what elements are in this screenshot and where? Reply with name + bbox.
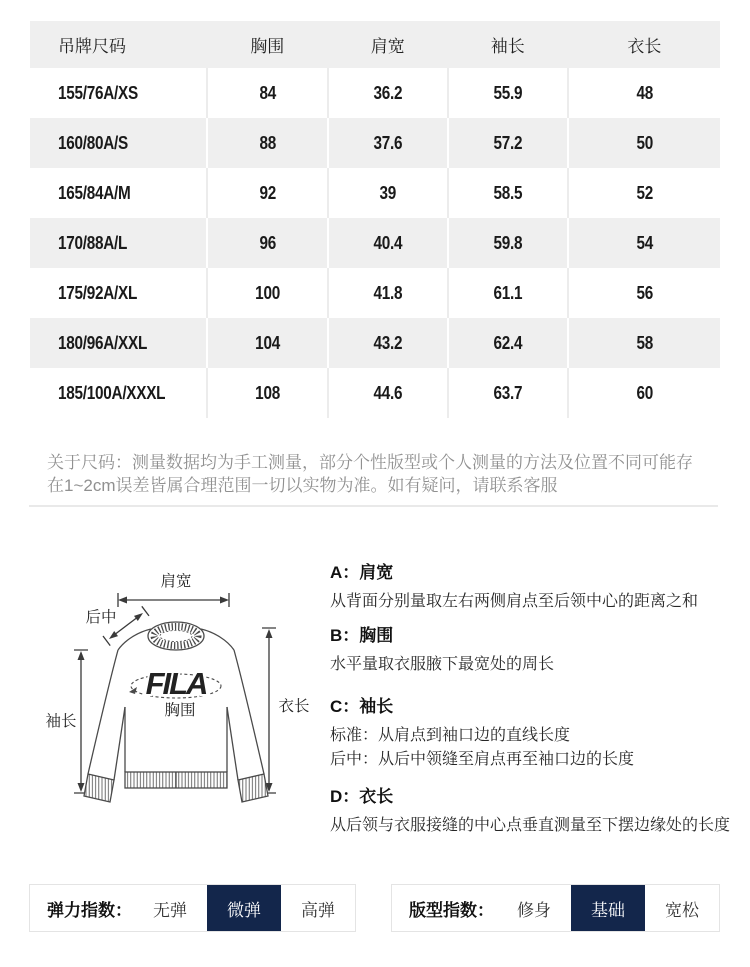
brand-logo: FILA [145,666,207,701]
cell-chest: 92 [259,182,276,203]
guide-text: 标准：从肩点到袖口边的直线长度 [330,727,571,744]
cell-shoulder: 41.8 [373,282,403,303]
fit-index-box [391,884,720,932]
guide-heading: A：肩宽 [330,563,394,582]
table-row [30,218,720,268]
cell-length: 50 [636,132,653,153]
cell-chest: 84 [259,82,276,103]
guide-length [330,782,736,838]
cell-sleeve: 62.4 [493,332,523,353]
size-table [30,21,720,418]
cell-length: 48 [636,82,653,103]
cell-length: 60 [636,382,653,403]
cell-size: 170/88A/L [58,232,128,253]
guide-heading: D：衣长 [330,787,394,806]
elasticity-index-label: 弹力指数： [47,900,132,920]
guide-text: 水平量取衣服腋下最宽处的周长 [330,656,555,673]
cell-shoulder: 37.6 [373,132,403,153]
cell-sleeve: 58.5 [493,182,523,203]
cell-sleeve: 61.1 [493,282,523,303]
elasticity-index-box [29,884,356,932]
guide-heading: B：胸围 [330,626,394,645]
fit-option-basic[interactable]: 基础 [571,885,645,931]
table-row [30,118,720,168]
garment-length-label: 衣长 [278,698,310,715]
section-divider [29,505,718,507]
column-header-length: 衣长 [627,37,662,56]
cell-size: 165/84A/M [58,182,131,203]
column-header-size: 吊牌尺码 [58,37,126,56]
shoulder-width-label: 肩宽 [160,573,192,590]
back-center-label: 后中 [85,609,117,626]
guide-chest [330,621,736,677]
sleeve-length-label: 袖长 [45,713,77,730]
cell-length: 56 [636,282,653,303]
cell-length: 52 [636,182,653,203]
cell-chest: 88 [259,132,276,153]
column-header-shoulder: 肩宽 [370,37,405,56]
cell-sleeve: 55.9 [493,82,523,103]
cell-size: 175/92A/XL [58,282,138,303]
cell-size: 160/80A/S [58,132,129,153]
cell-shoulder: 44.6 [373,382,403,403]
guide-shoulder [330,558,736,614]
cell-sleeve: 57.2 [493,132,523,153]
fit-option-slim[interactable]: 修身 [517,900,551,920]
cell-length: 58 [636,332,653,353]
column-header-sleeve: 袖长 [490,37,525,56]
fit-option-loose[interactable]: 宽松 [665,900,699,920]
cell-chest: 100 [254,282,280,303]
cell-sleeve: 59.8 [493,232,523,253]
elasticity-options [133,885,355,931]
table-row [30,68,720,118]
elasticity-option-high[interactable]: 高弹 [301,900,335,920]
garment-diagram [30,555,330,855]
table-row [30,318,720,368]
chest-label: 胸围 [164,702,196,719]
table-row [30,168,720,218]
cell-chest: 104 [254,332,280,353]
size-note: 关于尺码：测量数据均为手工测量，部分个性版型或个人测量的方法及位置不同可能存在1~2cm误差皆属合理范围一切以实物为准。如有疑问，请联系客服 [47,453,693,495]
cell-shoulder: 40.4 [373,232,403,253]
elasticity-option-none[interactable]: 无弹 [153,900,187,920]
cell-sleeve: 63.7 [493,382,523,403]
cell-chest: 96 [259,232,276,253]
cell-chest: 108 [254,382,280,403]
cell-shoulder: 39 [379,182,396,203]
guide-text: 后中：从后中领缝至肩点再至袖口边的长度 [330,750,635,768]
fit-index-label: 版型指数： [409,900,494,920]
guide-sleeve [330,692,736,771]
table-row [30,268,720,318]
guide-text: 从背面分别量取左右两侧肩点至后领中心的距离之和 [330,593,699,610]
cell-shoulder: 43.2 [373,332,403,353]
elasticity-option-slight[interactable]: 微弹 [207,885,281,931]
table-header-row [30,21,720,68]
cell-size: 185/100A/XXXL [58,382,166,403]
guide-heading: C：袖长 [330,697,394,716]
cell-size: 180/96A/XXL [58,332,148,353]
cell-shoulder: 36.2 [373,82,403,103]
cell-size: 155/76A/XS [58,82,138,103]
guide-text: 从后领与衣服接缝的中心点垂直测量至下摆边缘处的长度 [330,817,731,834]
column-header-chest: 胸围 [250,37,285,56]
fit-options [497,885,719,931]
cell-length: 54 [636,232,653,253]
table-row [30,368,720,418]
